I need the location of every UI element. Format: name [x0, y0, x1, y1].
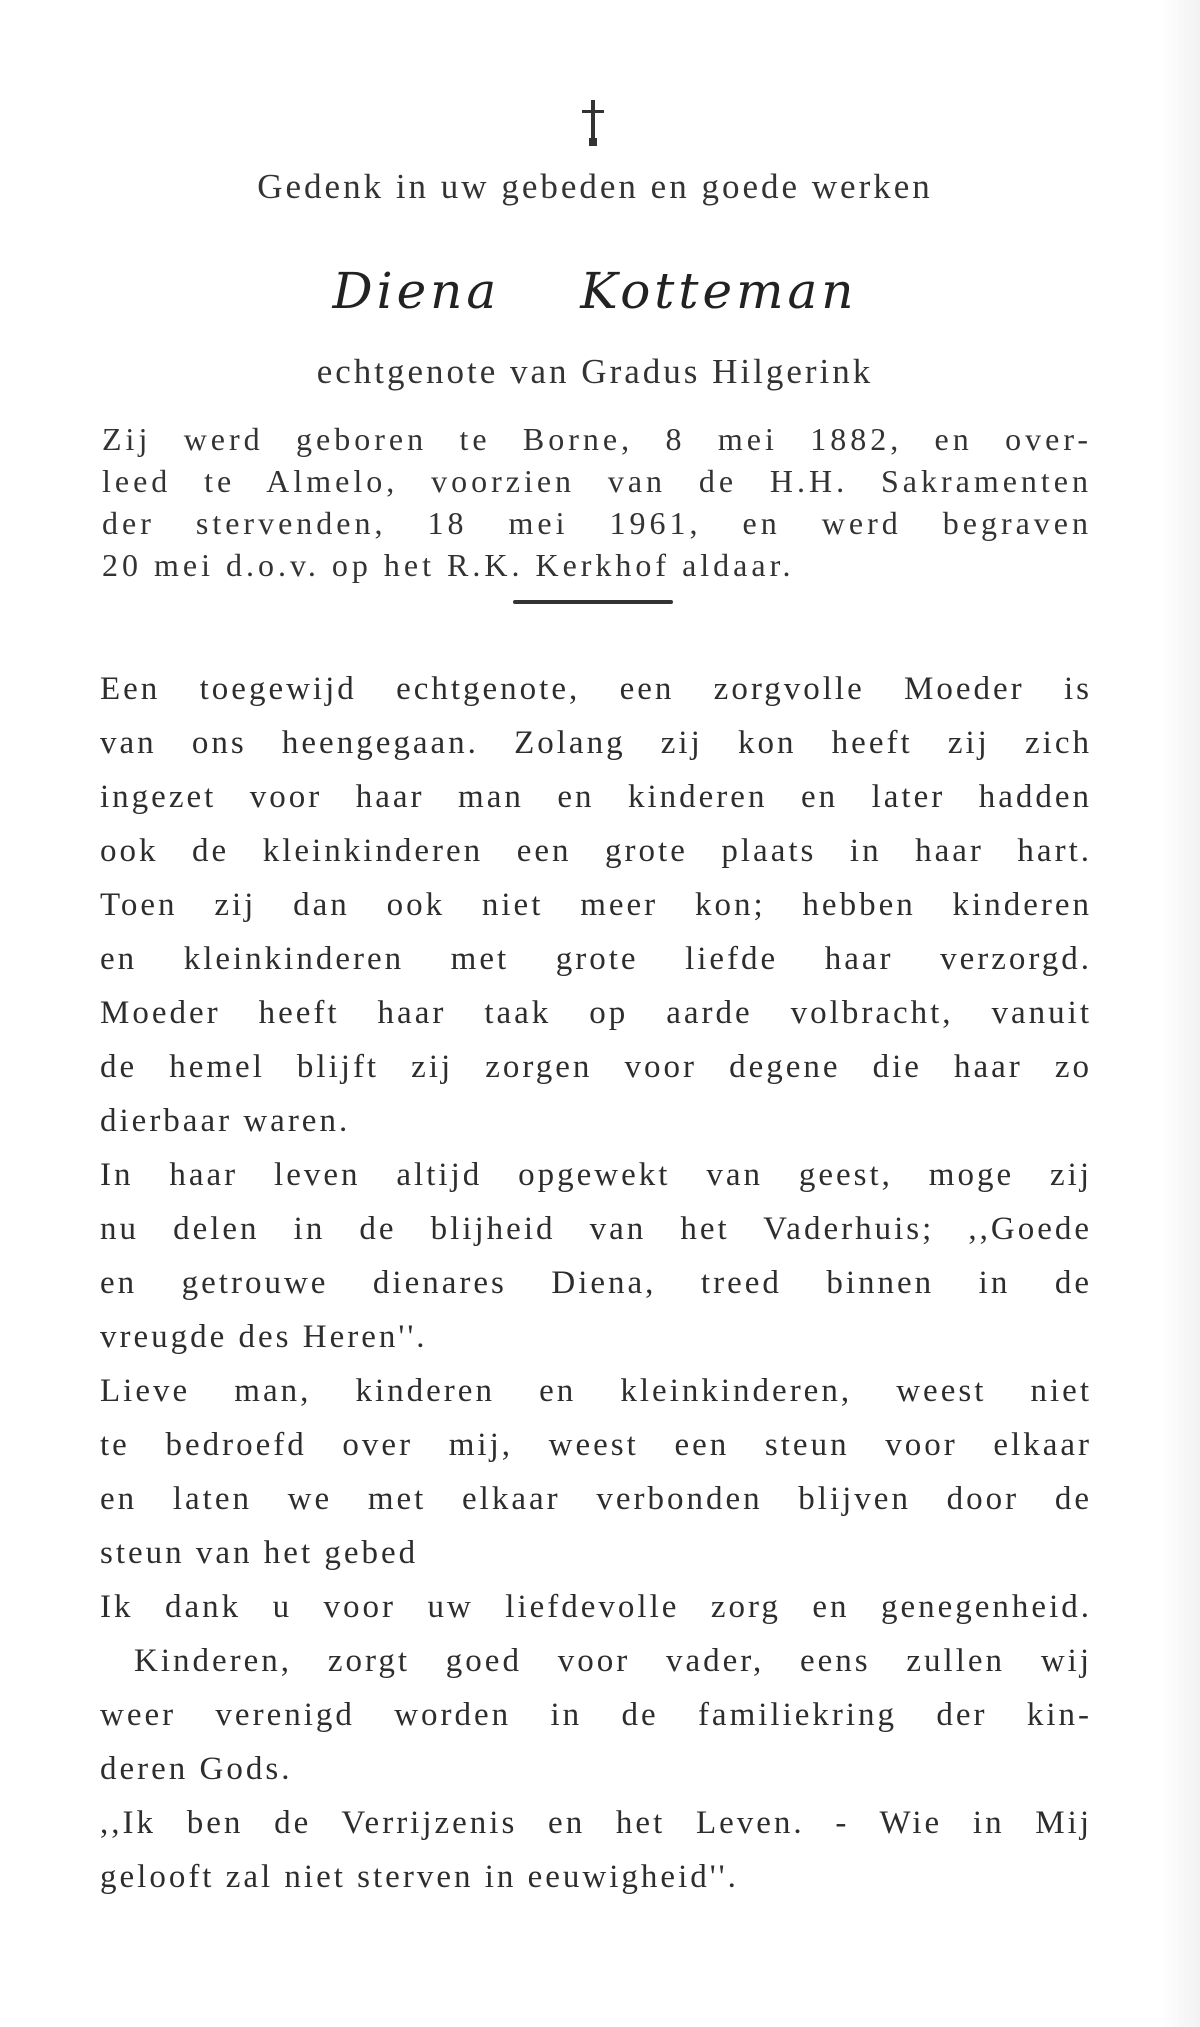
text-line: te bedroefd over mij, weest een steun voor elkaar: [100, 1427, 1092, 1463]
text-line: dierbaar waren.: [100, 1103, 351, 1139]
bio-line: Zij werd geboren te Borne, 8 mei 1882, en over-: [102, 421, 1092, 457]
text-line: Moeder heeft haar taak op aarde volbracht, vanuit: [100, 995, 1092, 1031]
text-line: steun van het gebed: [100, 1535, 419, 1571]
bio-line: leed te Almelo, voorzien van de H.H. Sakramenten: [102, 463, 1092, 499]
memorial-heading: Gedenk in uw gebeden en goede werken: [257, 167, 933, 206]
deceased-name: [195, 262, 995, 320]
text-line: Ik dank u voor uw liefdevolle zorg en genegenheid.: [100, 1589, 1092, 1625]
spouse-line: echtgenote van Gradus Hilgerink: [316, 352, 874, 391]
text-line: van ons heengegaan. Zolang zij kon heeft zij zich: [100, 725, 1092, 761]
eulogy-text: [100, 662, 1092, 1904]
text-line: Een toegewijd echtgenote, een zorgvolle Moeder is: [100, 671, 1092, 707]
bio-line: 20 mei d.o.v. op het R.K. Kerkhof aldaar.: [102, 547, 795, 583]
text-line: deren Gods.: [100, 1751, 293, 1787]
text-line: ingezet voor haar man en kinderen en later hadden: [100, 779, 1092, 815]
text-line: Toen zij dan ook niet meer kon; hebben kinderen: [100, 887, 1092, 923]
divider: [513, 600, 673, 604]
text-line: Lieve man, kinderen en kleinkinderen, weest niet: [100, 1373, 1092, 1409]
text-line: In haar leven altijd opgewekt van geest, moge zij: [100, 1157, 1092, 1193]
bio-line: der stervenden, 18 mei 1961, en werd begraven: [102, 505, 1092, 541]
cross-icon: [578, 98, 608, 148]
text-line: en laten we met elkaar verbonden blijven door de: [100, 1481, 1092, 1517]
text-line: en kleinkinderen met grote liefde haar verzorgd.: [100, 941, 1092, 977]
biography: [102, 418, 1092, 586]
text-line: de hemel blijft zij zorgen voor degene die haar zo: [100, 1049, 1092, 1085]
scan-shadow: [1160, 0, 1200, 2027]
text-line: gelooft zal niet sterven in eeuwigheid''.: [100, 1859, 739, 1895]
text-line: Kinderen, zorgt goed voor vader, eens zullen wij: [134, 1643, 1092, 1679]
text-line: ook de kleinkinderen een grote plaats in haar hart.: [100, 833, 1092, 869]
first-name: Diena: [332, 262, 501, 320]
text-line: vreugde des Heren''.: [100, 1319, 428, 1355]
text-line: en getrouwe dienares Diena, treed binnen in de: [100, 1265, 1092, 1301]
text-line: ,,Ik ben de Verrijzenis en het Leven. - Wie in Mij: [100, 1805, 1092, 1841]
last-name: Kotteman: [580, 262, 858, 320]
text-line: weer verenigd worden in de familiekring der kin-: [100, 1697, 1092, 1733]
text-line: nu delen in de blijheid van het Vaderhuis; ,,Goede: [100, 1211, 1092, 1247]
